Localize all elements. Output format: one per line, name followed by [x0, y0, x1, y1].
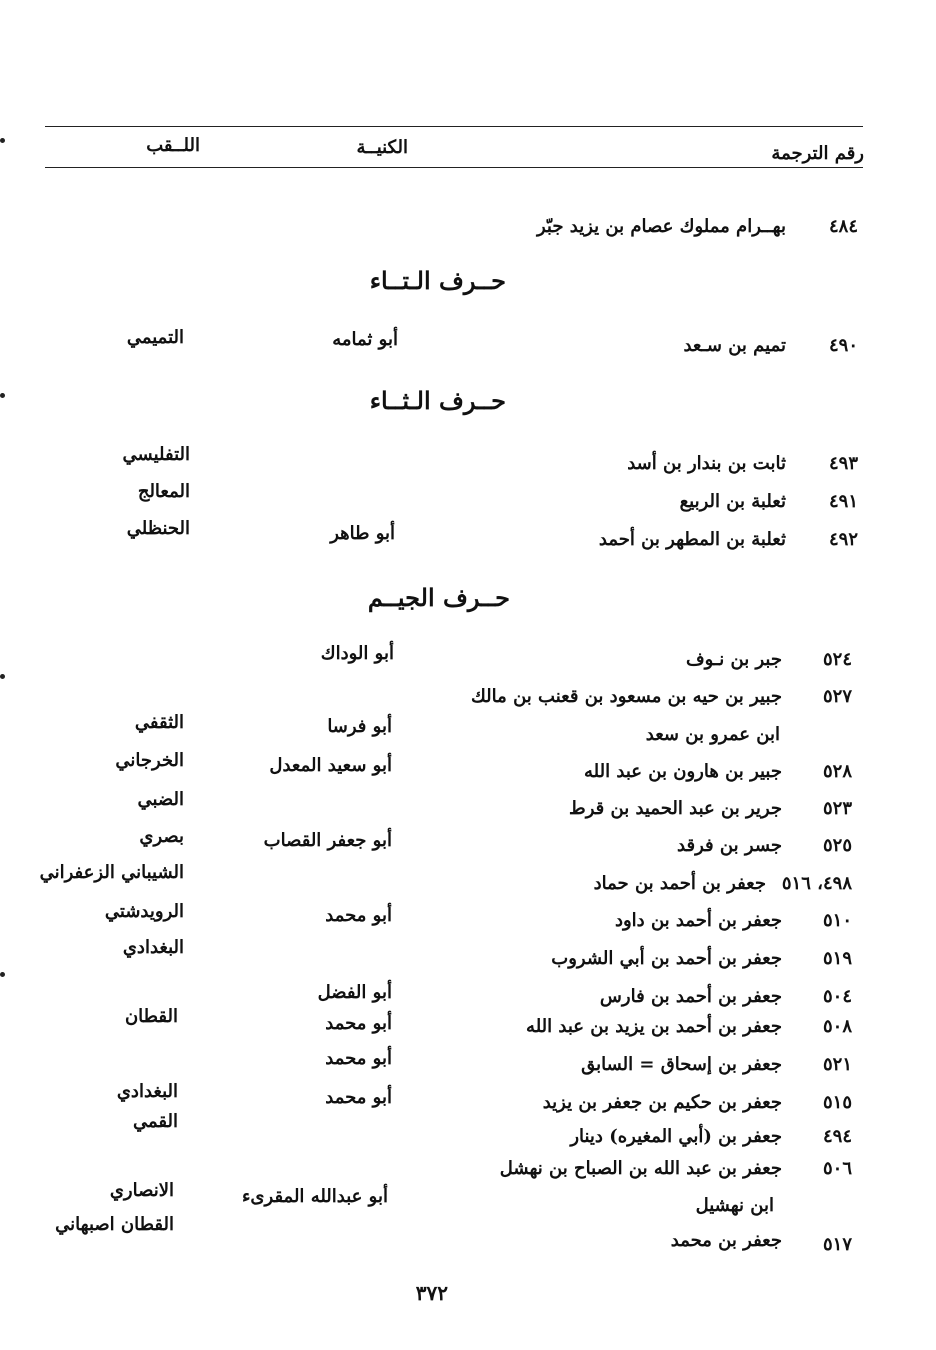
entry-laqab: المعالج [137, 481, 190, 502]
entry-laqab: الخرجاني [115, 750, 184, 771]
entry-name: جعفر بن أحمد بن داود [614, 910, 782, 931]
entry-name: جعفر بن أحمد بن حماد [593, 873, 766, 894]
entry-laqab: الثقفي [134, 712, 184, 733]
entry-kunya: أبو جعفر القصاب [263, 830, 392, 851]
entry-name: جبر بن نـوف [686, 649, 782, 670]
entry-number: ٤٩٠ [828, 335, 858, 356]
page-number: ٣٧٢ [415, 1281, 448, 1305]
section-title: حــرف الـثــاء [369, 386, 506, 415]
entry-laqab: القطان [124, 1006, 178, 1027]
entry-name: ابن عمرو بن سعد [645, 724, 780, 745]
entry-number: ٤٩٨، ٥١٦ [781, 873, 852, 894]
entry-laqab: الانصاري [109, 1180, 174, 1201]
entry-kunya: أبو فرسا [327, 716, 392, 737]
entry-name: جبير بن هارون بن عبد الله [584, 761, 782, 782]
binding-mark [0, 972, 5, 977]
entry-laqab: بصري [139, 826, 184, 847]
entry-name: جسر بن فرقد [677, 835, 782, 856]
entry-number: ٤٩٣ [828, 453, 858, 474]
entry-laqab: القمي [133, 1111, 178, 1132]
entry-number: ٤٩٤ [822, 1126, 852, 1147]
section-title: حــرف الجيــم [367, 583, 510, 612]
entry-number: ٥١٧ [822, 1234, 852, 1255]
entry-number: ٥٠٦ [822, 1158, 852, 1179]
entry-kunya: أبو سعيد المعدل [269, 755, 392, 776]
entry-name: ثابت بن بندار بن أسد [627, 453, 786, 474]
entry-name: جرير بن عبد الحميد بن قرط [569, 798, 782, 819]
entry-number: ٥٢١ [822, 1054, 852, 1075]
entry-name: جعفر بن أحمد بن يزيد بن عبد الله [526, 1016, 782, 1037]
entry-number: ٥٠٤ [822, 986, 852, 1007]
entry-laqab: التفليسي [122, 444, 190, 465]
entry-name: جبير بن حيه بن مسعود بن قعنب بن مالك [471, 686, 782, 707]
entry-kunya: أبو الفضل [317, 982, 392, 1003]
entry-laqab: البغدادي [116, 1081, 178, 1102]
section-title: حــرف الـتــاء [369, 266, 506, 295]
entry-name: جعفر بن (أبي المغيره) دينار [570, 1126, 782, 1147]
entry-number: ٥٢٥ [822, 835, 852, 856]
entry-name: جعفر بن عبد الله بن الصباح بن نهشل [499, 1158, 782, 1179]
entry-kunya: أبو عبدالله المقرىء [241, 1186, 388, 1207]
entry-name: ثعلبة بن المطهر بن أحمد [598, 529, 786, 550]
entry-number: ٥١٠ [822, 910, 852, 931]
entry-laqab: الحنظلي [126, 518, 190, 539]
header-bottom-rule [45, 167, 863, 168]
entry-laqab: الرويدشتي [104, 901, 184, 922]
entry-laqab: التميمي [126, 327, 184, 348]
entry-laqab: البغدادي [122, 937, 184, 958]
binding-mark [0, 138, 5, 143]
entry-name: جعفر بن محمد [670, 1230, 782, 1251]
binding-mark [0, 674, 5, 679]
entry-name: جعفر بن إسحاق = السابق [581, 1054, 782, 1075]
entry-number: ٤٩١ [828, 491, 858, 512]
entry-kunya: أبو محمد [325, 1048, 392, 1069]
entry-laqab: الشيباني الزعفراني [39, 862, 184, 883]
entry-kunya: أبو محمد [325, 1087, 392, 1108]
entry-number: ٥٠٨ [822, 1016, 852, 1037]
entry-name: جعفر بن أحمد بن أبي الشروب [551, 948, 782, 969]
column-header-number: رقم الترجمة [771, 143, 864, 164]
entry-kunya: أبو الوداك [320, 643, 394, 664]
entry-laqab: الضبي [137, 789, 184, 810]
entry-name: ثعلبة بن الربيع [679, 491, 786, 512]
entry-kunya: أبو محمد [325, 905, 392, 926]
entry-kunya: أبو ثمامه [332, 329, 398, 350]
entry-number: ٥٢٤ [822, 649, 852, 670]
entry-name: تميم بن سـعد [683, 335, 786, 356]
column-header-kunya: الكنيــة [356, 137, 408, 158]
entry-number: ٤٩٢ [828, 529, 858, 550]
entry-name: ابن نهشيل [695, 1195, 774, 1216]
entry-number: ٥٢٧ [822, 686, 852, 707]
entry-number: ٥١٩ [822, 948, 852, 969]
entry-kunya: أبو طاهر [330, 523, 395, 544]
entry-name: جعفر بن أحمد بن فارس [599, 986, 782, 1007]
entry-number: ٥٢٣ [822, 798, 852, 819]
column-header-laqab: اللــقب [146, 135, 200, 156]
binding-mark [0, 393, 5, 398]
entry-number: ٥١٥ [822, 1092, 852, 1113]
entry-name: بهــرام مملوك عصام بن يزيد جبّر [537, 216, 786, 237]
entry-number: ٤٨٤ [828, 216, 858, 237]
entry-name: جعفر بن حكيم بن جعفر بن يزيد [542, 1092, 782, 1113]
entry-number: ٥٢٨ [822, 761, 852, 782]
entry-kunya: أبو محمد [325, 1013, 392, 1034]
entry-laqab: القطان اصبهاني [55, 1214, 174, 1235]
header-top-rule [45, 126, 863, 127]
